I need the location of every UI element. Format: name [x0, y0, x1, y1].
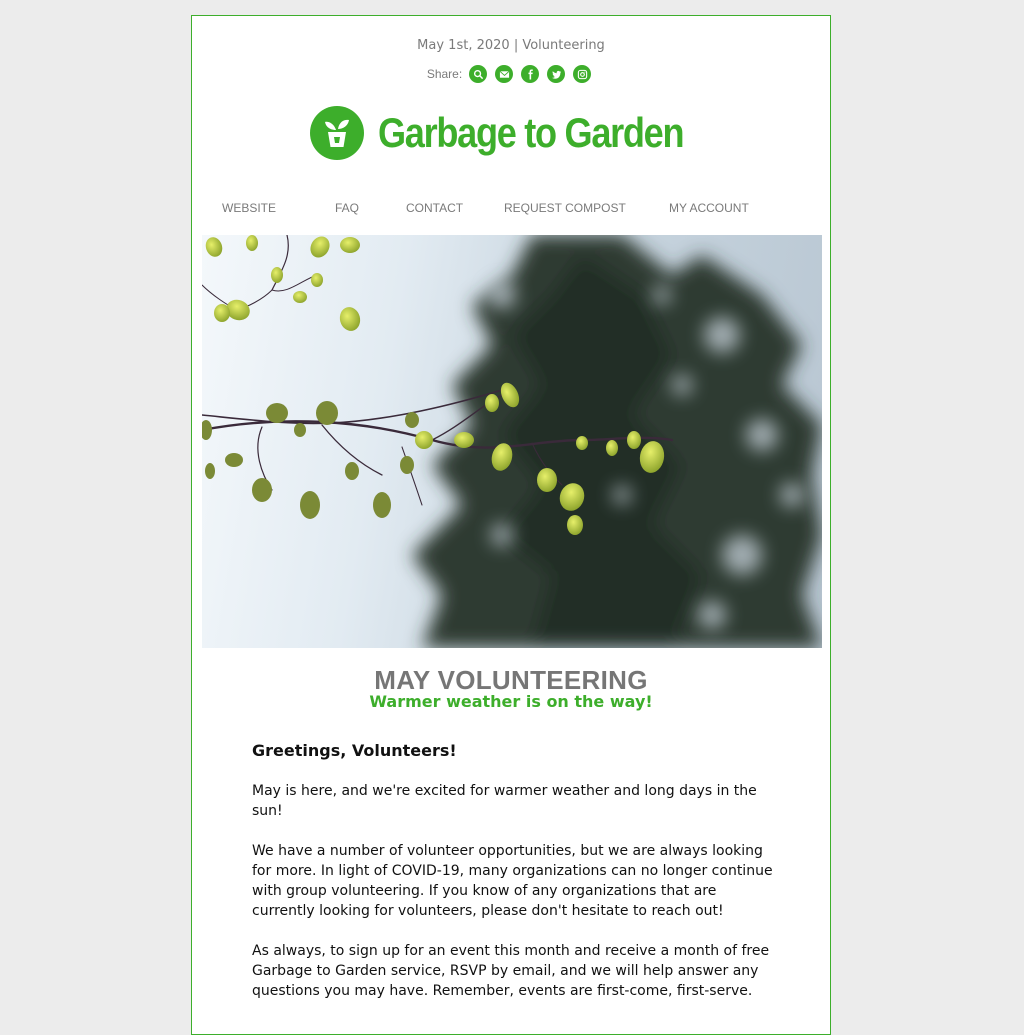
paragraph: We have a number of volunteer opportunities, but we are always looking for more. In light of COVID-19, many organizations can no longer continue with group volunteering. If you know of any organizations that are currently looking for volunteers, please don't hesitate to reach out! — [252, 843, 773, 919]
issue-category: Volunteering — [522, 38, 605, 53]
nav-request-compost[interactable]: REQUEST COMPOST — [504, 201, 626, 215]
issue-date: May 1st, 2020 — [417, 38, 510, 53]
nav-my-account[interactable]: MY ACCOUNT — [669, 201, 749, 215]
hero-image — [202, 235, 822, 648]
issue-meta — [192, 38, 830, 53]
article-title: MAY VOLUNTEERING — [374, 665, 648, 695]
greeting: Greetings, Volunteers! — [252, 741, 457, 760]
meta-separator: | — [513, 38, 519, 53]
share-label: Share: — [426, 67, 463, 81]
email-icon[interactable] — [495, 65, 513, 83]
paragraph: As always, to sign up for an event this month and receive a month of free Garbage to Garden service, RSVP by email, and we will help answer any questions you may have. Remember, events are first-come, first-serve. — [252, 943, 770, 999]
brand-logo[interactable] — [310, 104, 733, 162]
brand-name: Garbage to Garden — [378, 109, 684, 156]
nav-contact[interactable]: CONTACT — [406, 201, 464, 215]
article-body — [252, 741, 780, 1021]
main-nav — [192, 201, 830, 217]
facebook-icon[interactable] — [521, 65, 539, 83]
instagram-icon[interactable] — [573, 65, 591, 83]
nav-website[interactable]: WEBSITE — [222, 201, 277, 215]
search-icon[interactable] — [469, 65, 487, 83]
twitter-icon[interactable] — [547, 65, 565, 83]
article-subtitle: Warmer weather is on the way! — [369, 692, 653, 711]
nav-faq[interactable]: FAQ — [335, 201, 360, 215]
paragraph: May is here, and we're excited for warmer weather and long days in the sun! — [252, 783, 757, 819]
compost-bin-icon — [310, 106, 364, 160]
share-bar — [192, 65, 830, 83]
newsletter-card — [191, 15, 831, 1035]
